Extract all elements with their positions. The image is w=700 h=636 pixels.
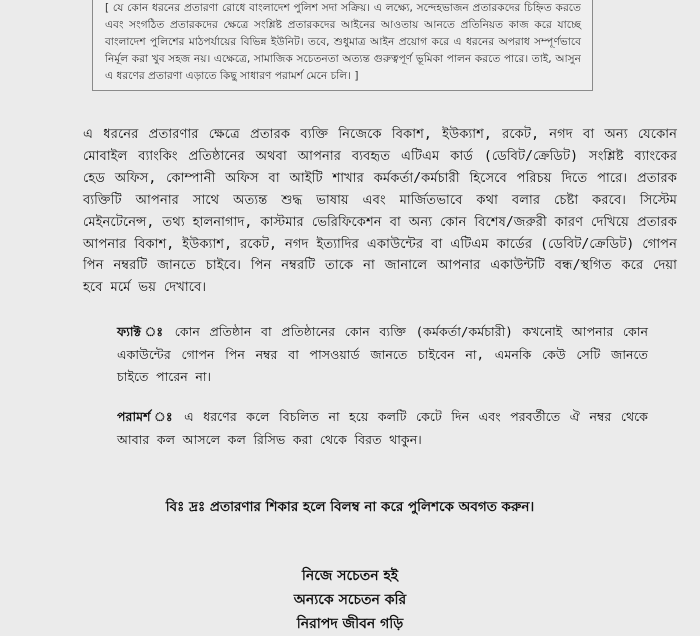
special-note: বিঃ দ্রঃ প্রতারণার শিকার হলে বিলম্ব না করে পুলিশকে অবগত করুন। [165, 499, 535, 515]
main-paragraph: এ ধরনের প্রতারণার ক্ষেত্রে প্রতারক ব্যক্তি নিজেকে বিকাশ, ইউক্যাশ, রকেট, নগদ বা অন্য যেকোন মোবাইল ব্যাংকিং প্রতিষ্ঠানের অথবা আপনার ব্যবহৃত এটিএম কার্ড (ডেবিট/ক্রেডিট) সংশ্লিষ্ট ব্যাংকের হেড অফিস, কোম্পানী অফিস বা আইটি শাখার কর্মকর্তা/কর্মচারী হিসেবে পরিচয় দিতে পারে। প্রতারক ব্যক্তিটি আপনার সাথে অত্যন্ত শুদ্ধ ভাষায় এবং মার্জিতভাবে কথা বলার চেষ্টা করবে। সিস্টেম মেইনটেনেন্স, তথ্য হালনাগাদ, কাস্টমার ভেরিফিকেশন বা অন্য কোন বিশেষ/জরুরী কারণ দেখিয়ে প্রতারক আপনার বিকাশ, ইউক্যাশ, রকেট, নগদ ইত্যাদির একাউন্টের বা এটিএম কার্ডের (ডেবিট/ক্রেডিট) গোপন পিন নম্বরটি জানতে চাইবে। পিন নম্বরটি তাকে না জানালে আপনার একাউন্টটি বন্ধ/স্থগিত করে দেয়া হবে মর্মে ভয় দেখাবে। [83, 127, 677, 296]
slogan-line-1: নিজে সচেতন হই [301, 568, 399, 584]
main-paragraph-block [83, 124, 677, 299]
intro-paragraph: [ যে কোন ধরনের প্রতারণা রোধে বাংলাদেশ পুলিশ সদা সক্রিয়। এ লক্ষ্যে, সন্দেহভাজন প্রতারকদের চিহ্নিত করতে এবং সংগঠিত প্রতারকদের ক্ষেত্রে সংশ্লিষ্ট প্রতারকদের আইনের আওতায় আনতে প্রতিনিয়ত কাজ করে যাচ্ছে বাংলাদেশ পুলিশের মাঠপর্যায়ের বিভিন্ন ইউনিট। তবে, শুধুমাত্র আইন প্রয়োগ করে এ ধরনের অপরাধ সম্পূর্ণভাবে নির্মূল করা খুব সহজ নয়। এক্ষেত্রে, সামাজিক সচেতনতা অত্যন্ত গুরুত্বপূর্ণ ভূমিকা পালন করতে পারে। তাই, আসুন এ ধরণের প্রতারণা এড়াতে কিছু সাধারণ পরামর্শ মেনে চলি। ] [105, 2, 581, 82]
intro-note [105, 0, 581, 85]
fact-label: ফ্যাক্ট ঃ [117, 324, 166, 339]
fact-section [117, 321, 648, 389]
slogan-line-3: নিরাপদ জীবন গড়ি [296, 616, 404, 632]
advice-section [117, 406, 648, 451]
slogan-block [0, 564, 700, 636]
advice-label: পরামর্শ ঃ [117, 409, 175, 424]
advice-paragraph [117, 406, 648, 451]
fact-text: কোন প্রতিষ্ঠান বা প্রতিষ্ঠানের কোন ব্যক্তি (কর্মকর্তা/কর্মচারী) কখনোই আপনার কোন একাউন্টের গোপন পিন নম্বর বা পাসওয়ার্ড জানতে চাইবেন না, এমনকি কেউ সেটি জানতে চাইতে পারেন না। [117, 324, 648, 384]
fact-paragraph [117, 321, 648, 389]
advice-text: এ ধরণের কলে বিচলিত না হয়ে কলটি কেটে দিন এবং পরবর্তীতে ঐ নম্বর থেকে আবার কল আসলে কল রিসিভ করা থেকে বিরত থাকুন। [117, 409, 648, 447]
slogan-line-2: অন্যকে সচেতন করি [293, 592, 407, 608]
